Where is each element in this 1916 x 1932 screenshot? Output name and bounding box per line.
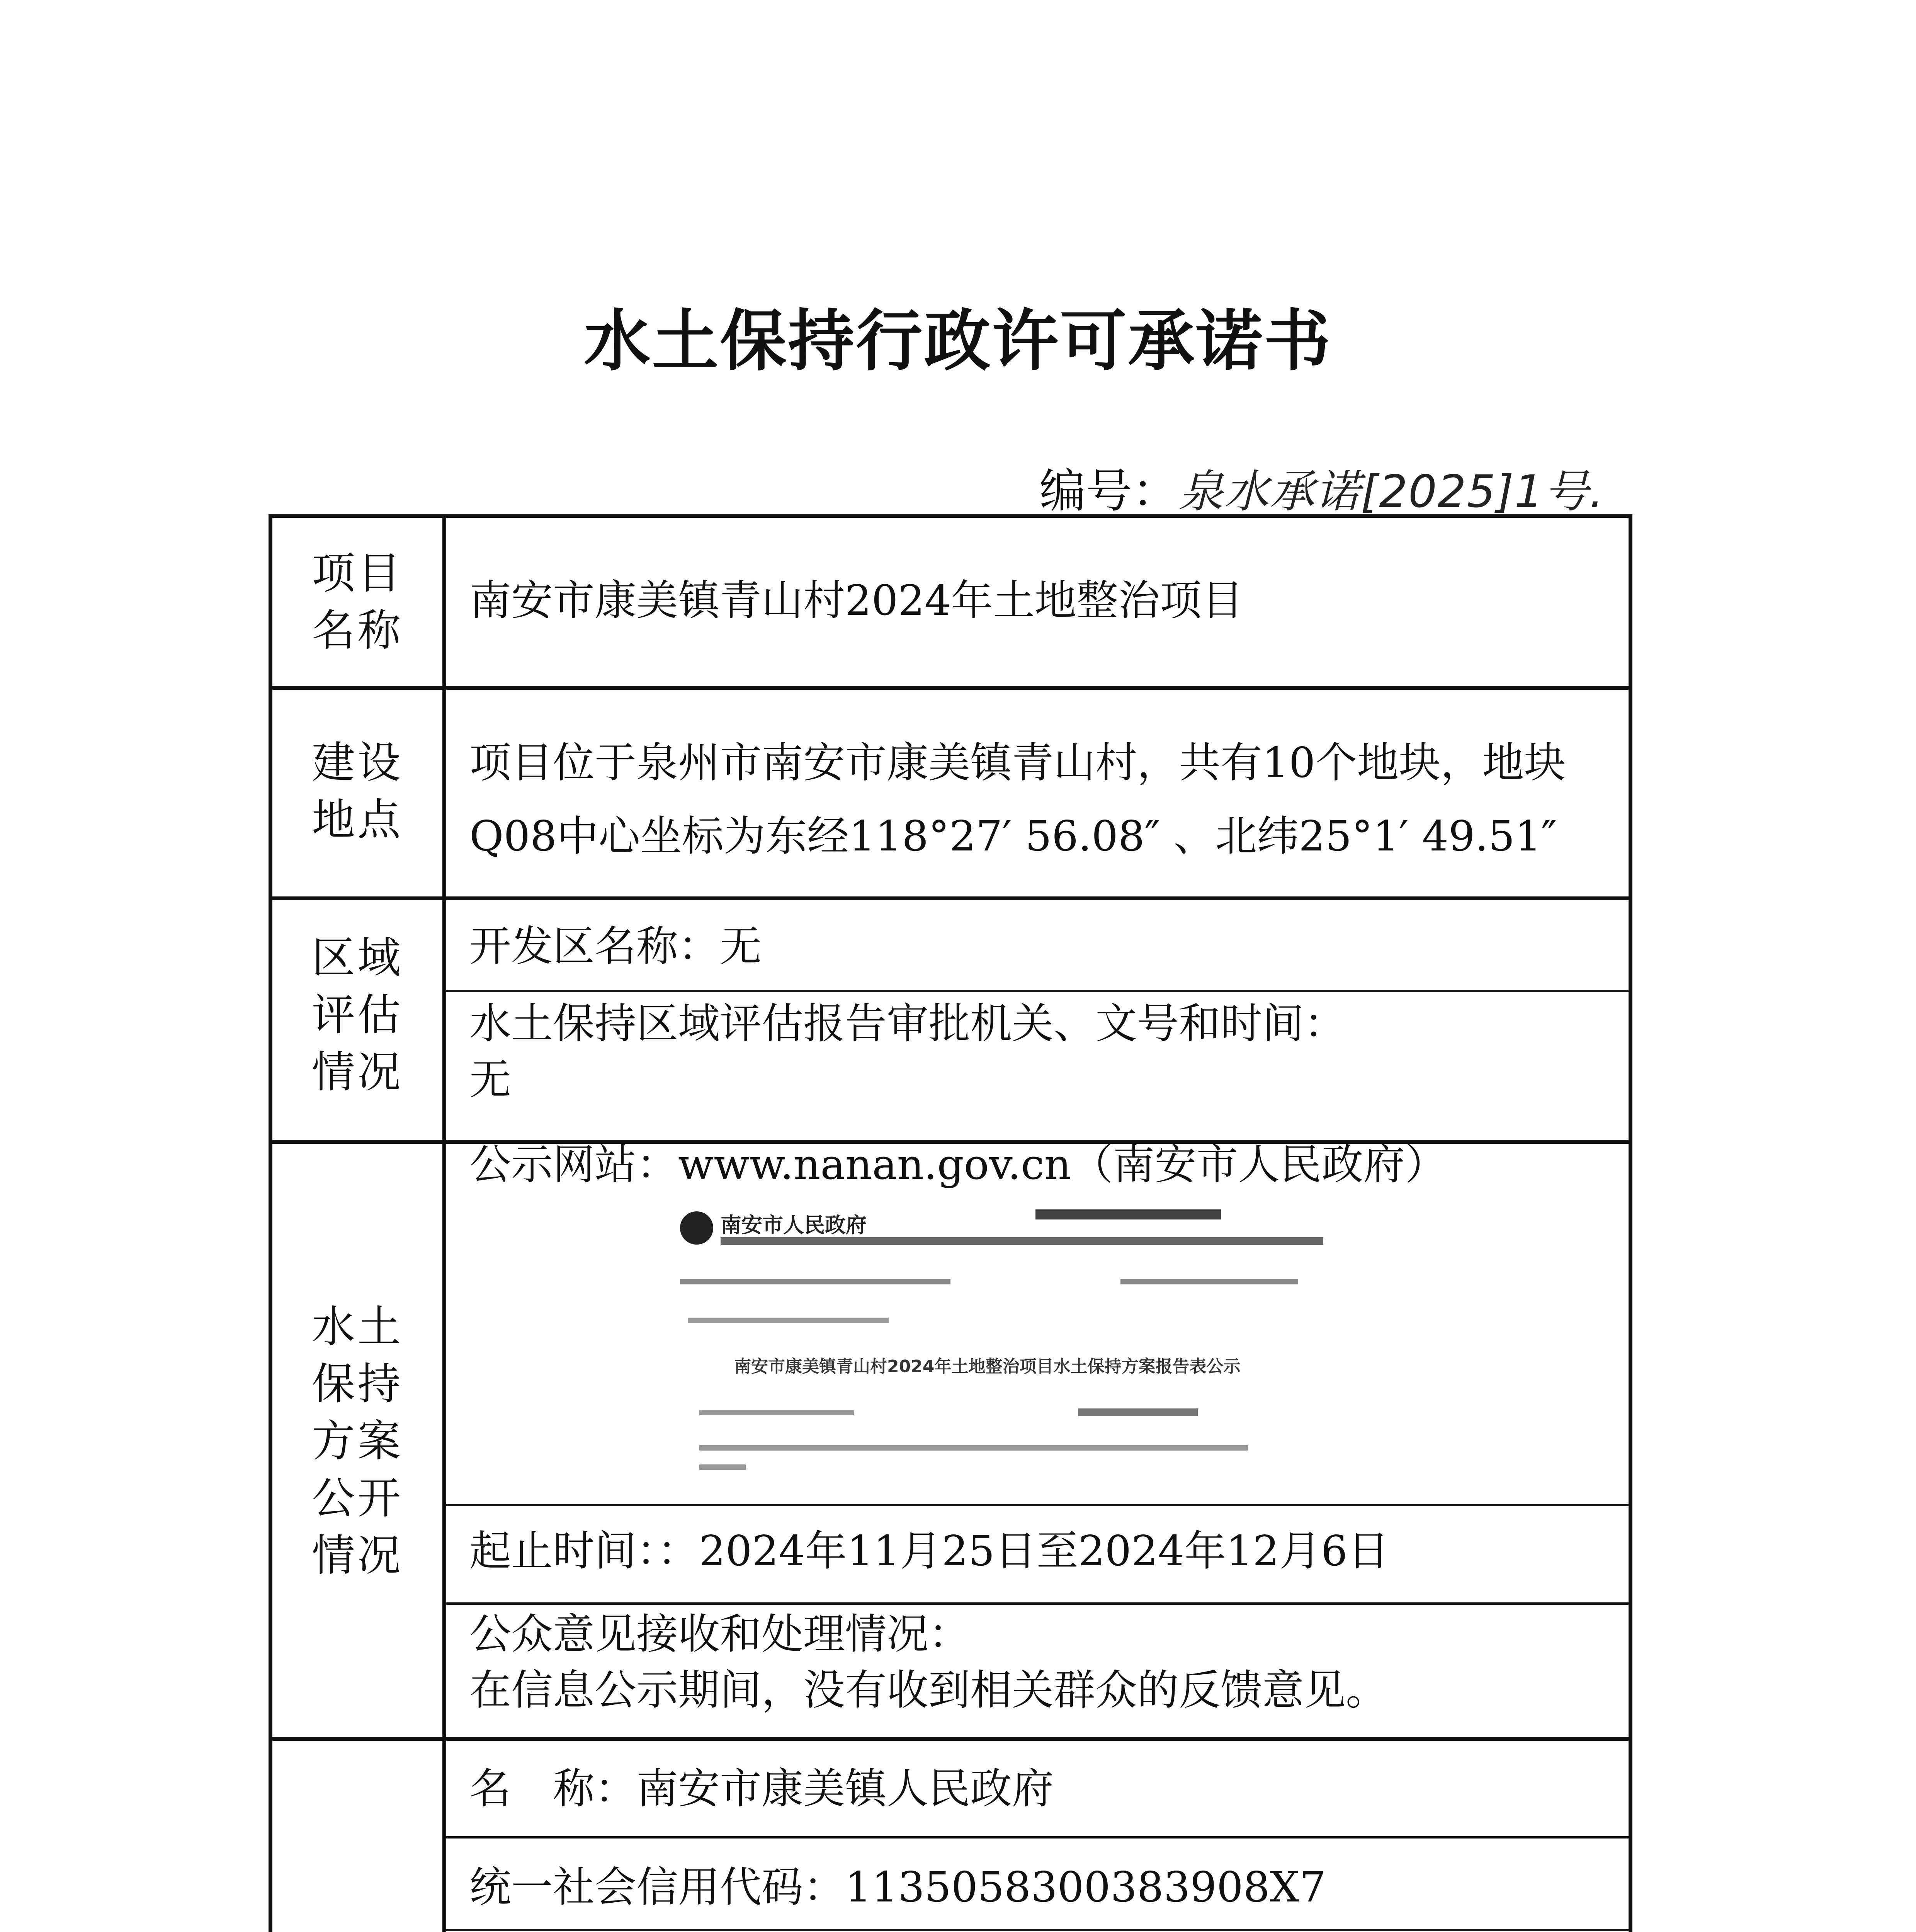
screenshot-info-line: [699, 1410, 854, 1415]
region-approval-value: 无: [469, 1056, 512, 1104]
location-line2: Q08中心坐标为东经118°27′ 56.08″ 、北纬25°1′ 49.51″: [469, 812, 1557, 861]
screenshot-breadcrumb: [680, 1279, 950, 1284]
disclosure-label-line1: 水土: [312, 1302, 403, 1352]
screenshot-site-name: 南安市人民政府: [721, 1213, 867, 1237]
region-label-line1: 区域: [312, 933, 403, 983]
disclosure-label-line4: 公开: [312, 1473, 403, 1524]
region-label-line3: 情况: [312, 1047, 403, 1097]
project-label-line1: 项目: [312, 548, 403, 599]
location-label-line1: 建设: [312, 738, 403, 788]
disclosure-period: 起止时间：：2024年11月25日至2024年12月6日: [469, 1527, 1389, 1575]
screenshot-nav-bar: [1035, 1209, 1221, 1219]
serial-label: 编号：: [1039, 464, 1178, 518]
disclosure-label-line5: 情况: [312, 1531, 403, 1581]
region-label: [270, 929, 444, 1101]
disclosure-website: 公示网站：www.nanan.gov.cn（南安市人民政府）: [469, 1141, 1447, 1189]
region-label-line2: 评估: [312, 990, 403, 1040]
public-opinion-label: 公众意见接收和处理情况：: [469, 1610, 971, 1658]
screenshot-body-line-2: [699, 1464, 746, 1470]
disclosure-label: [270, 1298, 444, 1584]
serial-number: [1039, 454, 1604, 520]
disclosure-label-line3: 方案: [312, 1416, 403, 1466]
screenshot-headline: 南安市康美镇青山村2024年土地整治项目水土保持方案报告表公示: [734, 1357, 1241, 1376]
website-screenshot: [665, 1194, 1379, 1495]
project-name-value: 南安市康美镇青山村2024年土地整治项目: [469, 577, 1243, 625]
government-logo-icon: [680, 1211, 713, 1245]
unit-credit-code: 统一社会信用代码：1135058300383908X7: [469, 1863, 1326, 1912]
document-title: 水土保持行政许可承诺书: [584, 301, 1332, 380]
screenshot-meta-line: [688, 1318, 889, 1323]
devzone-name: 开发区名称：无: [469, 922, 762, 971]
screenshot-nav-links: [721, 1237, 1323, 1245]
unit-name: 名 称：南安市康美镇人民政府: [469, 1765, 1054, 1813]
project-label-line2: 名称: [312, 605, 403, 656]
screenshot-share-icons: [1078, 1408, 1198, 1416]
region-approval-label: 水土保持区域评估报告审批机关、文号和时间：: [469, 1000, 1346, 1048]
screenshot-body-line: [699, 1445, 1248, 1451]
public-opinion-value: 在信息公示期间，没有收到相关群众的反馈意见。: [469, 1666, 1388, 1714]
location-label-line2: 地点: [312, 795, 403, 845]
location-line1: 项目位于泉州市南安市康美镇青山村，共有10个地块，地块: [469, 739, 1566, 787]
screenshot-breadcrumb-right: [1120, 1279, 1298, 1284]
location-label: [270, 734, 444, 849]
project-label: [270, 545, 444, 659]
serial-handwritten: 泉水承诺[2025]1号.: [1178, 466, 1605, 518]
disclosure-label-line2: 保持: [312, 1359, 403, 1409]
